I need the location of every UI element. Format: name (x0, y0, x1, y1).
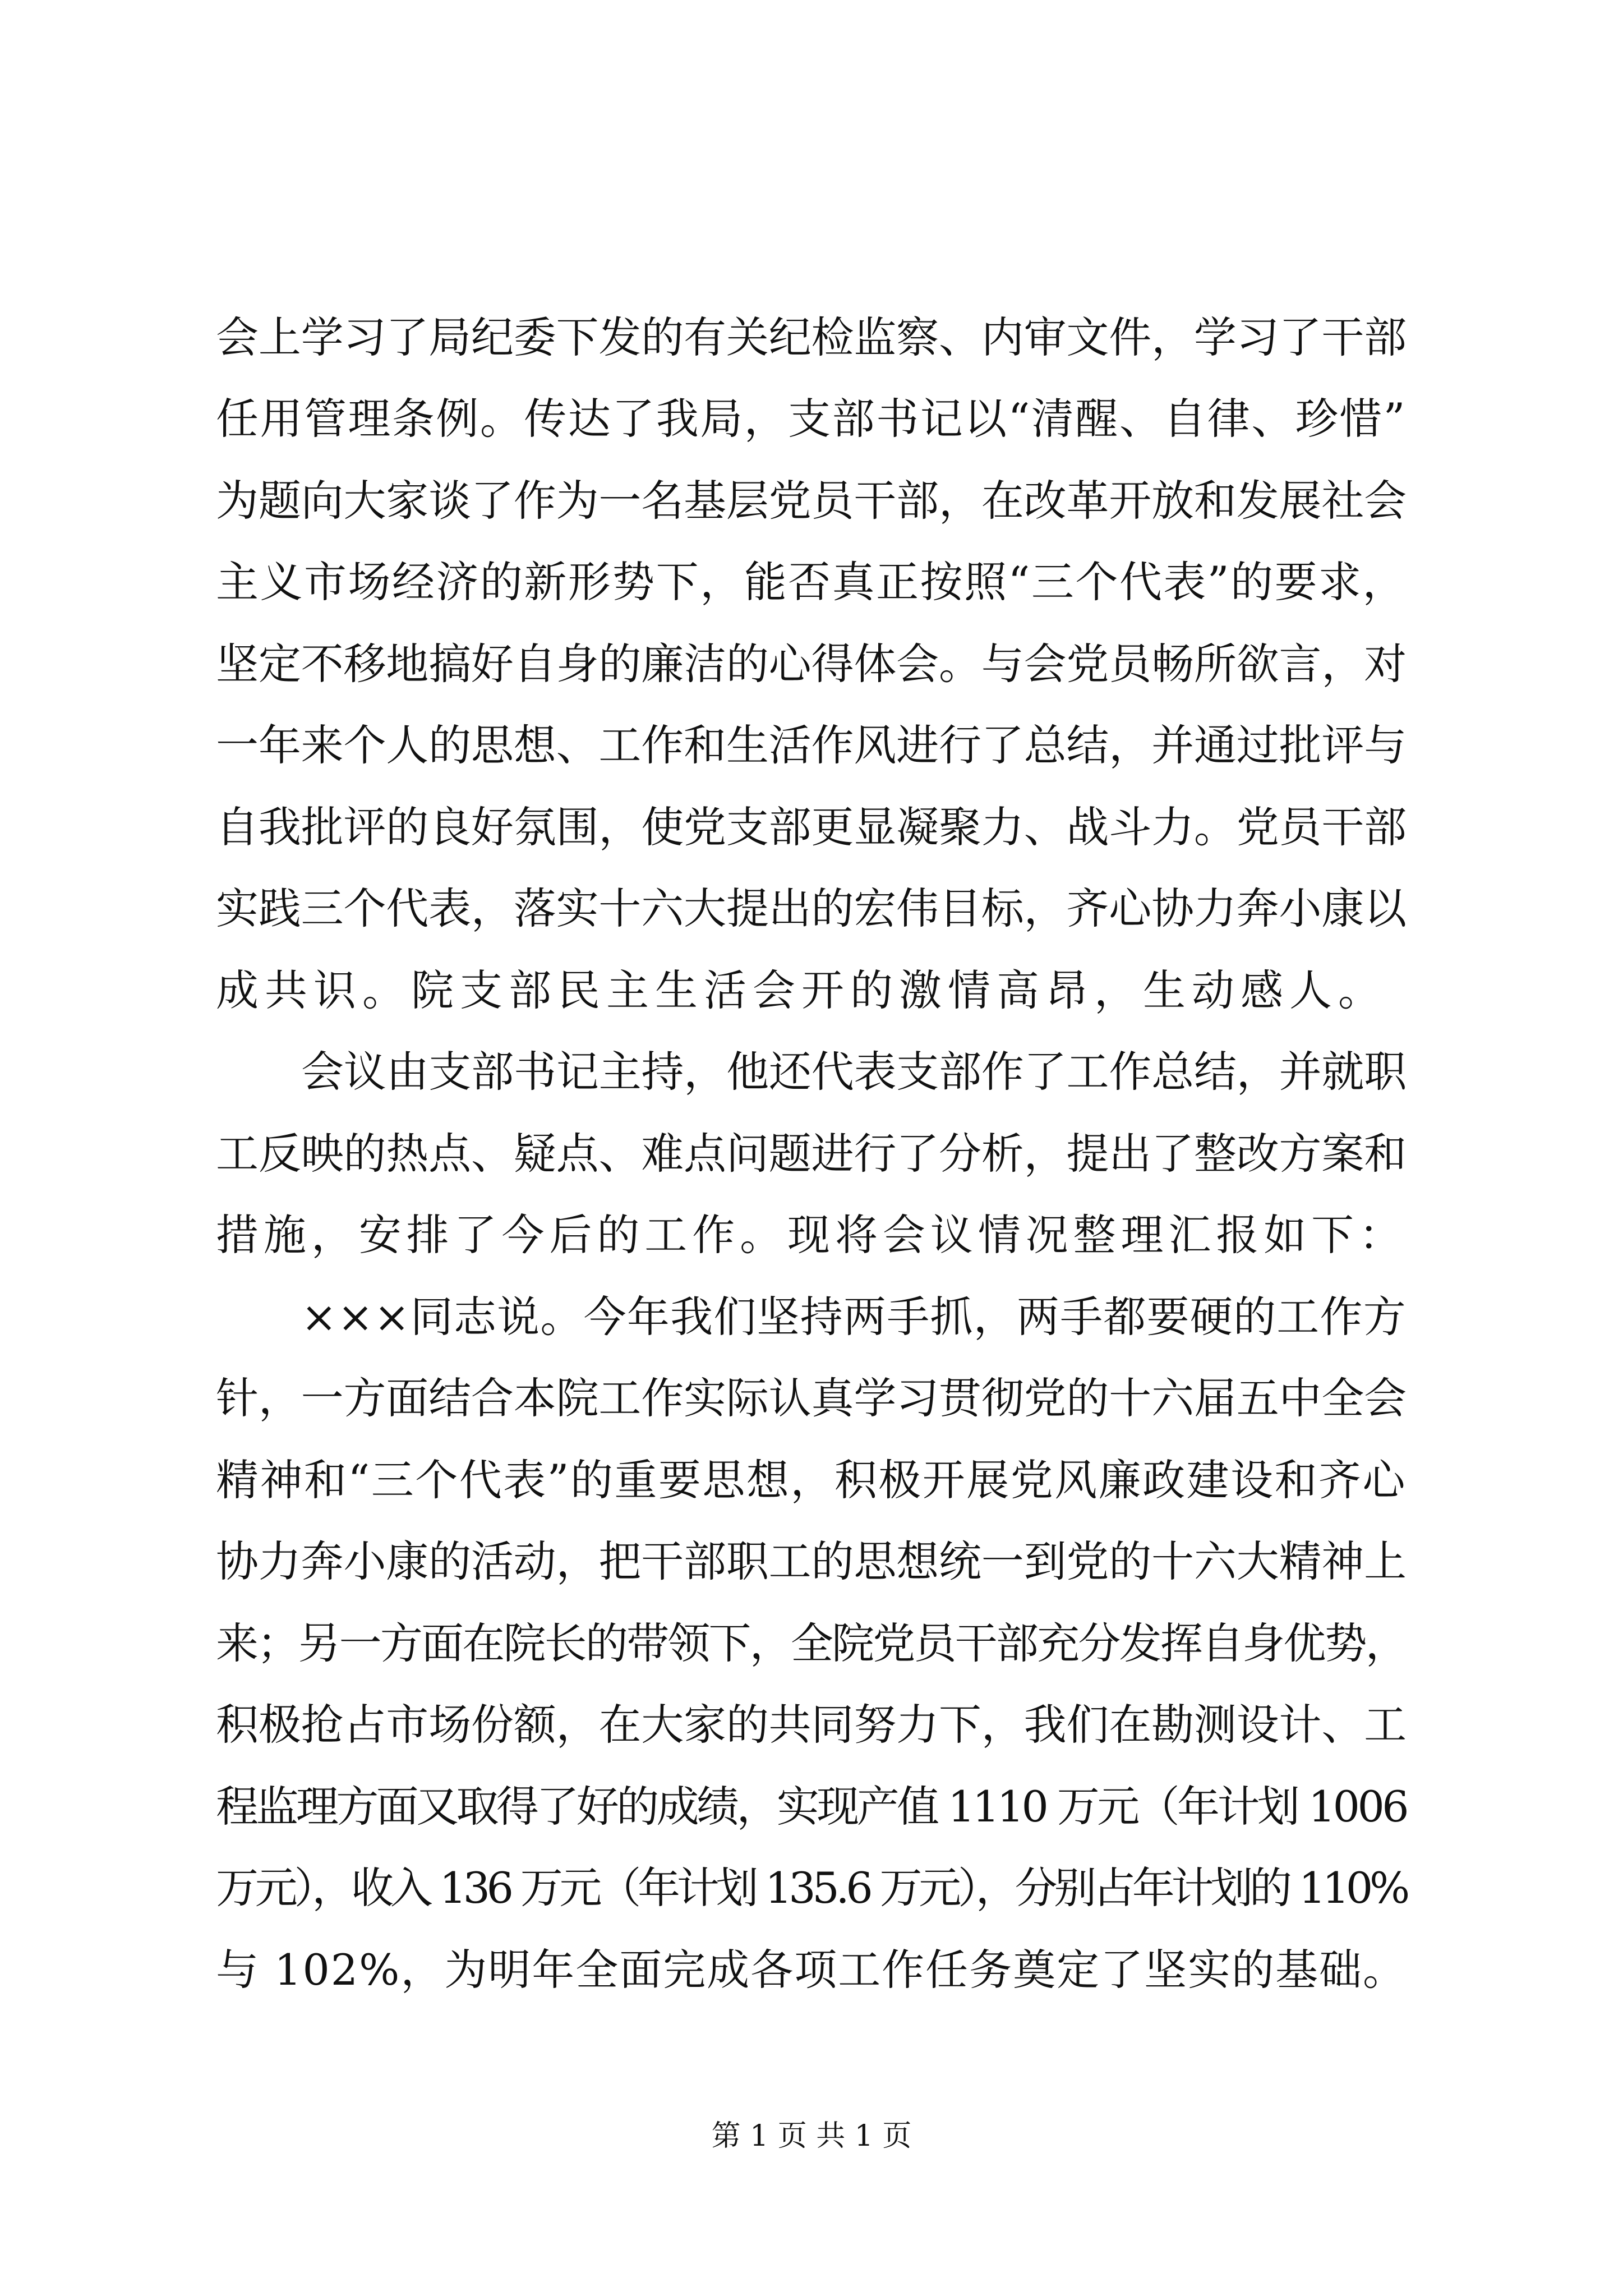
text-line-1-text: 会上学习了局纪委下发的有关纪检监察、内审文件，学习了干部 (216, 312, 1407, 362)
text-line-11-text: 工反映的热点、疑点、难点问题进行了分析，提出了整改方案和 (216, 1129, 1407, 1179)
text-line-14-text: 针，一方面结合本院工作实际认真学习贯彻党的十六届五中全会 (216, 1373, 1407, 1423)
text-line-10 (0, 1030, 1623, 1114)
text-line-19 (0, 1765, 1623, 1849)
text-line-3-text: 为题向大家谈了作为一名基层党员干部，在改革开放和发展社会 (216, 476, 1407, 526)
text-line-2-text: 任用管理条例。传达了我局，支部书记以“清醒、自律、珍惜” (216, 394, 1407, 444)
text-line-16 (0, 1520, 1623, 1604)
text-line-3 (0, 459, 1623, 543)
text-line-8 (0, 867, 1623, 951)
text-line-5-text: 坚定不移地搞好自身的廉洁的心得体会。与会党员畅所欲言，对 (216, 639, 1407, 689)
page-number-footer: 第 1 页 共 1 页 (711, 2119, 912, 2153)
text-line-17 (0, 1602, 1623, 1686)
text-line-6 (0, 703, 1623, 788)
text-line-4-text: 主义市场经济的新形势下，能否真正按照“三个代表”的要求， (216, 557, 1407, 607)
text-line-7 (0, 785, 1623, 869)
text-line-11 (0, 1112, 1623, 1196)
text-line-12 (0, 1193, 1623, 1277)
text-line-7-text: 自我批评的良好氛围，使党支部更显凝聚力、战斗力。党员干部 (216, 802, 1407, 852)
text-line-14 (0, 1356, 1623, 1441)
text-line-16-text: 协力奔小康的活动，把干部职工的思想统一到党的十六大精神上 (216, 1536, 1407, 1586)
text-line-20-text: 万元），收入 136 万元（年计划 135.6 万元），分别占年计划的 110% (216, 1863, 1407, 1913)
text-line-10-text: 会议由支部书记主持，他还代表支部作了工作总结，并就职 (301, 1047, 1407, 1097)
text-line-12-text: 措施，安排了今后的工作。现将会议情况整理汇报如下： (216, 1210, 1407, 1260)
text-line-13-text: ×××同志说。今年我们坚持两手抓，两手都要硬的工作方 (301, 1292, 1407, 1342)
text-line-15-text: 精神和“三个代表”的重要思想，积极开展党风廉政建设和齐心 (216, 1455, 1407, 1505)
text-line-13 (0, 1275, 1623, 1359)
text-line-19-text: 程监理方面又取得了好的成绩，实现产值 1110 万元（年计划 1006 (216, 1782, 1407, 1832)
text-line-9-text: 成共识。院支部民主生活会开的激情高昂，生动感人。 (216, 965, 1387, 1015)
text-line-17-text: 来；另一方面在院长的带领下，全院党员干部充分发挥自身优势， (216, 1618, 1407, 1668)
text-line-6-text: 一年来个人的思想、工作和生活作风进行了总结，并通过批评与 (216, 720, 1407, 770)
text-line-9 (0, 949, 1623, 1033)
text-line-18 (0, 1683, 1623, 1767)
text-line-1 (0, 296, 1623, 380)
text-line-8-text: 实践三个代表，落实十六大提出的宏伟目标，齐心协力奔小康以 (216, 884, 1407, 933)
text-line-5 (0, 622, 1623, 706)
text-line-2 (0, 377, 1623, 461)
text-line-4 (0, 540, 1623, 624)
text-line-20 (0, 1846, 1623, 1930)
text-line-21 (0, 1928, 1623, 2012)
text-line-15 (0, 1438, 1623, 1522)
text-line-18-text: 积极抢占市场份额，在大家的共同努力下，我们在勘测设计、工 (216, 1700, 1407, 1750)
text-line-21-text: 与 102%，为明年全面完成各项工作任务奠定了坚实的基础。 (216, 1945, 1407, 1995)
